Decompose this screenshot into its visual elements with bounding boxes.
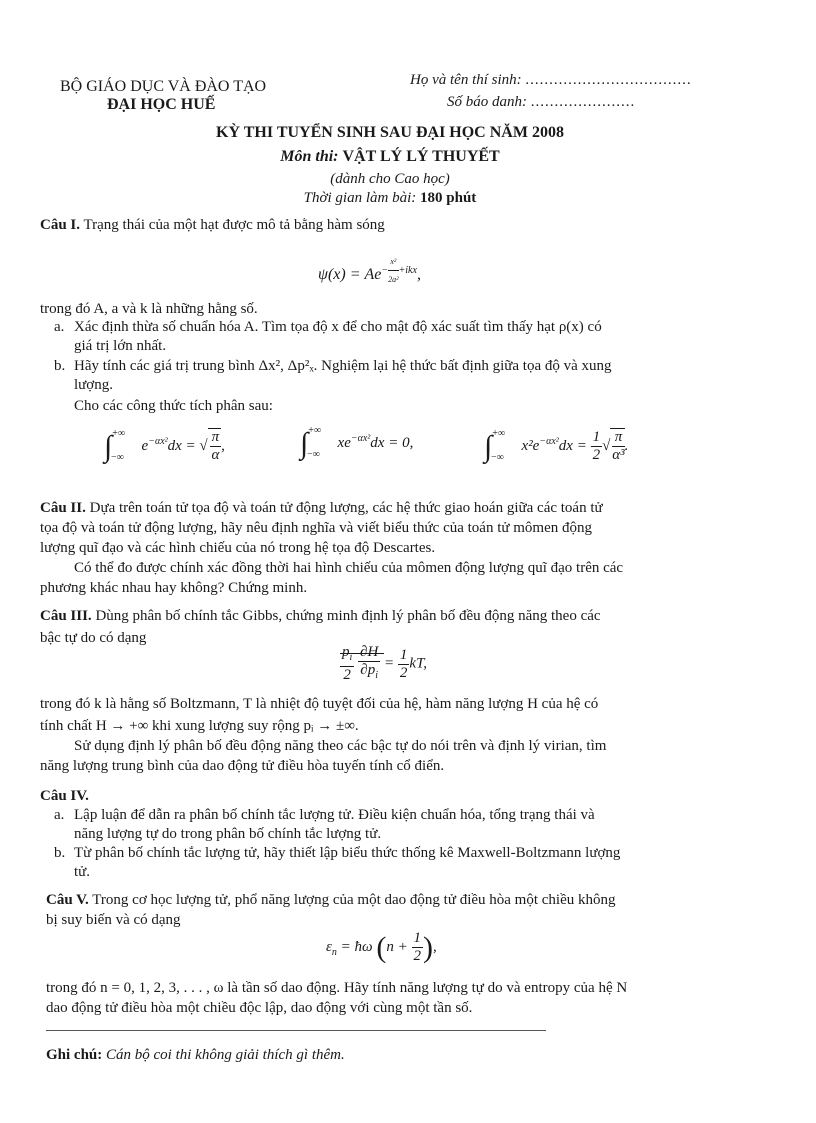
note-text: Cán bộ coi thi không giải thích gì thêm.	[106, 1047, 345, 1063]
time-row	[160, 188, 620, 209]
q3-line1	[40, 606, 748, 627]
q5-line1	[46, 890, 754, 911]
candidate-number-row	[447, 92, 635, 113]
q2-line5: phương khác nhau hay không? Chứng minh.	[40, 580, 308, 596]
program-note: (dành cho Cao học)	[330, 171, 450, 187]
q4-part-b-label: b.	[54, 845, 66, 861]
q1-title: Câu I.	[40, 217, 81, 233]
q1-integral-1: $\int^{+\infty}_{-\infty}$ $e^{-\alpha x^2}dx$ = √ $\frac{\pi}{\alpha}$ ,	[104, 427, 225, 463]
q4-part-a-line2: năng lượng tự do trong phân bố chính tắc lượng tử.	[74, 826, 382, 842]
q1-part-a-line1: Xác định thừa số chuẩn hóa A. Tìm tọa độ x để cho mật độ xác suất tìm thấy hạt ρ(x) có	[74, 319, 602, 335]
q3-equipartition-formula: $\frac{p_i}{2}$ $\frac{\partial H}{\partial p_i}$ = $\frac{1}{2}$ kT,	[342, 644, 428, 683]
q1-part-b-label: b.	[54, 358, 66, 374]
q5-title: Câu V.	[46, 892, 89, 908]
q3-line5: Sử dụng định lý phân bố đều động năng theo các bậc tự do nói trên và định lý virian, tìm	[74, 738, 607, 754]
q3-line6: năng lượng trung bình của dao động tử điều hòa tuyến tính cổ điển.	[40, 758, 445, 774]
q1-integral-2: $\int^{+\infty}_{-\infty}$ $xe^{-\alpha x^2}dx = 0$,	[300, 425, 414, 461]
q5-energy-formula: $\varepsilon_n$ = ħω (n + $\frac{1}{2}$ ),	[326, 930, 437, 964]
q1-intro-line	[40, 215, 748, 236]
footer-note	[46, 1045, 345, 1066]
candidate-name-row	[410, 70, 692, 91]
exam-title: KỲ THI TUYỂN SINH SAU ĐẠI HỌC NĂM 2008	[216, 124, 564, 141]
footer-divider	[46, 1030, 546, 1031]
q1-integrals-intro: Cho các công thức tích phân sau:	[74, 398, 273, 414]
q1-integral-3: $\int^{+\infty}_{-\infty}$ $x^2e^{-\alpha x^2}dx$ = $\frac{1}{2}$ √ $\frac{\pi}{\text{α³}}$ .	[484, 427, 629, 463]
q2-line1	[40, 498, 748, 519]
candidate-number-label: Số báo danh:	[447, 94, 527, 110]
q2-text-1: Dựa trên toán tử tọa độ và toán tử động lượng, các hệ thức giao hoán giữa các toán tử	[89, 500, 603, 516]
q3-line2: bậc tự do có dạng	[40, 630, 147, 646]
q4-title: Câu IV.	[40, 788, 89, 804]
q2-line4: Có thể đo được chính xác đồng thời hai hình chiếu của mômen động lượng quĩ đạo trên các	[74, 560, 624, 576]
note-label: Ghi chú:	[46, 1047, 103, 1063]
time-label: Thời gian làm bài:	[303, 190, 417, 206]
q3-title: Câu III.	[40, 608, 92, 624]
q1-after: trong đó A, a và k là những hằng số.	[40, 301, 258, 317]
university-name: ĐẠI HỌC HUẾ	[107, 96, 216, 113]
q2-title: Câu II.	[40, 500, 86, 516]
q4-part-b-line1: Từ phân bố chính tắc lượng tử, hãy thiết lập biểu thức thống kê Maxwell-Boltzmann lượng	[74, 845, 621, 861]
q1-part-b-line2: lượng.	[74, 377, 113, 393]
q2-line2: tọa độ và toán tử động lượng, hãy nêu định nghĩa và viết biểu thức của toán tử mômen động	[40, 520, 593, 536]
subject-name: VẬT LÝ LÝ THUYẾT	[342, 148, 500, 165]
subject-label: Môn thi:	[280, 148, 339, 165]
q1-part-a-line2: giá trị lớn nhất.	[74, 338, 167, 354]
q5-text-1: Trong cơ học lượng tử, phổ năng lượng của một dao động tử điều hòa một chiều không	[92, 892, 616, 908]
q4-part-a-line1: Lập luận để dẫn ra phân bố chính tắc lượng tử. Điều kiện chuẩn hóa, tổng trạng thái và	[74, 807, 595, 823]
q1-part-a-label: a.	[54, 319, 65, 335]
q3-line4: tính chất H → +∞ khi xung lượng suy rộng pᵢ → ±∞.	[40, 718, 359, 734]
time-value: 180 phút	[420, 190, 477, 206]
candidate-number-dots: ......................	[530, 94, 636, 110]
q5-line2: bị suy biến và có dạng	[46, 912, 181, 928]
candidate-name-dots: ...................................	[525, 72, 692, 88]
q4-part-a-label: a.	[54, 807, 65, 823]
q2-line3: lượng quĩ đạo và các hình chiếu của nó trong hệ tọa độ Descartes.	[40, 540, 436, 556]
q1-intro: Trạng thái của một hạt được mô tả bằng hàm sóng	[83, 217, 385, 233]
q5-line4: dao động tử điều hòa một chiều độc lập, dao động với cùng một tần số.	[46, 1000, 473, 1016]
ministry-name: BỘ GIÁO DỤC VÀ ĐÀO TẠO	[60, 78, 267, 95]
subject-row	[160, 146, 620, 167]
q5-line3: trong đó n = 0, 1, 2, 3, . . . , ω là tần số dao động. Hãy tính năng lượng tự do và entropy của hệ N	[46, 980, 628, 996]
candidate-name-label: Họ và tên thí sinh:	[410, 72, 522, 88]
q4-part-b-line2: tử.	[74, 864, 91, 880]
q3-line3: trong đó k là hằng số Boltzmann, T là nhiệt độ tuyệt đối của hệ, hàm năng lượng H của hệ có	[40, 696, 599, 712]
q3-text-1: Dùng phân bố chính tắc Gibbs, chứng minh định lý phân bố đều động năng theo các	[95, 608, 601, 624]
q1-part-b-line1: Hãy tính các giá trị trung bình Δx², Δp²ₓ. Nghiệm lại hệ thức bất định giữa tọa độ và xung	[74, 358, 612, 374]
q1-wavefunction-formula: $\psi(x) = Ae^{- \frac{\text{x²}}{\text{2a²}} +ikx}$,	[318, 253, 421, 288]
